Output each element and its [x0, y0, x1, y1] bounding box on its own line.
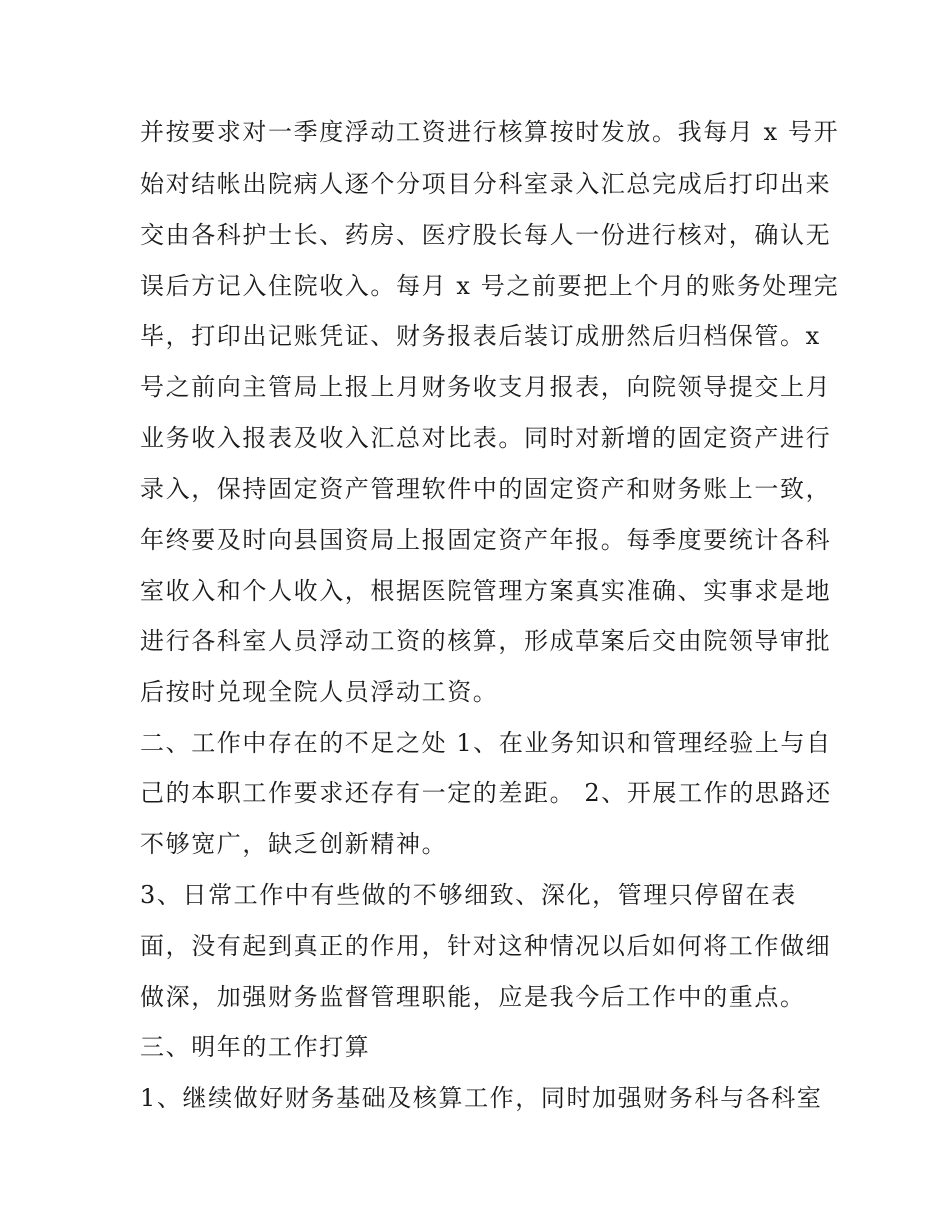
text-line: 室收入和个人收入，根据医院管理方案真实准确、实事求是地 — [140, 577, 832, 605]
text-line: 交由各科护士长、药房、医疗股长每人一份进行核对，确认无 — [140, 221, 832, 249]
text-line: 业务收入报表及收入汇总对比表。同时对新增的固定资产进行 — [140, 424, 832, 452]
text-line: 后按时兑现全院人员浮动工资。 — [140, 678, 499, 706]
text-line: 面，没有起到真正的作用，针对这种情况以后如何将工作做细 — [140, 932, 832, 960]
list-item-3: 3、日常工作中有些做的不够细致、深化，管理只停留在表 — [140, 881, 797, 909]
text-line: 误后方记入住院收入。每月 x 号之前要把上个月的账务处理完 — [140, 272, 840, 300]
text-line: 录入，保持固定资产管理软件中的固定资产和财务账上一致， — [140, 475, 832, 503]
text-line: 做深，加强财务监督管理职能，应是我今后工作中的重点。 — [140, 983, 806, 1011]
text-line: 号之前向主管局上报上月财务收支月报表，向院领导提交上月 — [140, 373, 832, 401]
section-heading-next-year-plan: 三、明年的工作打算 — [140, 1033, 371, 1061]
text-line: 并按要求对一季度浮动工资进行核算按时发放。我每月 x 号开 — [140, 118, 840, 146]
text-line: 年终要及时向县国资局上报固定资产年报。每季度要统计各科 — [140, 526, 832, 554]
text-line: 始对结帐出院病人逐个分项目分科室录入汇总完成后打印出来 — [140, 170, 832, 198]
list-item-1: 1、继续做好财务基础及核算工作，同时加强财务科与各科室 — [140, 1084, 823, 1112]
text-line: 不够宽广，缺乏创新精神。 — [140, 830, 448, 858]
text-line: 进行各科室人员浮动工资的核算，形成草案后交由院领导审批 — [140, 627, 832, 655]
section-heading-shortcomings: 二、工作中存在的不足之处 1、在业务知识和管理经验上与自 — [140, 729, 832, 757]
text-line: 己的本职工作要求还存有一定的差距。 2、开展工作的思路还 — [140, 779, 832, 807]
text-line: 毕，打印出记账凭证、财务报表后装订成册然后归档保管。x — [140, 322, 821, 350]
